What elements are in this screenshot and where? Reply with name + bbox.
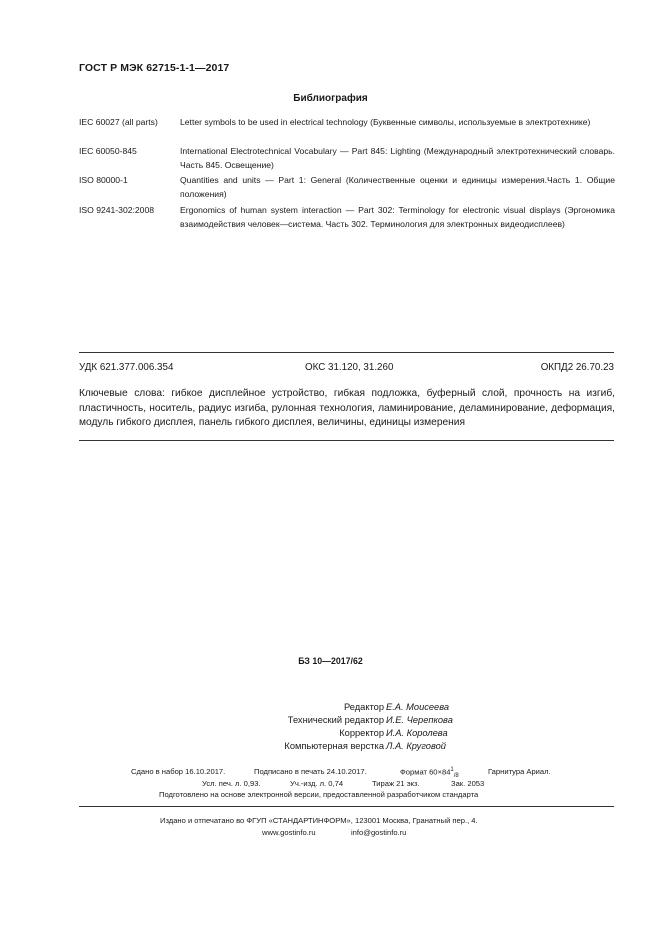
credit-role: Технический редактор [287, 715, 384, 725]
credit-role: Компьютерная верстка [284, 741, 384, 751]
udk-code: УДК 621.377.006.354 [79, 362, 174, 373]
reference-description: Letter symbols to be used in electrical technology (Буквенные символы, используемые в электротехнике) [180, 117, 591, 127]
bz-number: БЗ 10—2017/62 [298, 656, 363, 666]
reference-description: International Electrotechnical Vocabulary — Part 845: Lighting (Международный электротехнический словарь. Часть 845. Освещение) [180, 146, 615, 170]
divider [79, 806, 614, 807]
credit-row [200, 702, 460, 715]
signed-date: Подписано в печать 24.10.2017. [254, 767, 367, 776]
divider [79, 352, 614, 353]
order-number: Зак. 2053 [451, 779, 485, 788]
reference-code: IEC 60027 (all parts) [79, 117, 158, 127]
reference-code: IEC 60050-845 [79, 146, 137, 156]
format-sup: 1 [450, 767, 454, 773]
keywords: Ключевые слова: гибкое дисплейное устройство, гибкая подложка, буферный слой, прочность на изгиб, пластичность, носитель, радиус изгиба, рулонная технология, ламинирование, деламинирование, деформация, модуль гибкого дисплея, панель гибкого дисплея, величины, единицы измерения [79, 388, 615, 429]
credit-name: И.Е. Черепкова [386, 715, 453, 725]
credit-name: И.А. Королева [386, 728, 448, 738]
credit-name: Л.А. Круговой [386, 741, 446, 751]
print-sheets: Усл. печ. л. 0,93. [202, 779, 261, 788]
bibliography-title: Библиография [293, 93, 368, 104]
edition-sheets: Уч.-изд. л. 0,74 [290, 779, 344, 788]
print-run: Тираж 21 экз. [372, 779, 420, 788]
sent-to-set: Сдано в набор 16.10.2017. [131, 767, 226, 776]
reference-code: ISO 9241-302:2008 [79, 205, 155, 215]
reference-description: Ergonomics of human system interaction — Part 302: Terminology for electronic visual displays (Эргономика взаимодействия человек—система. Часть 302. Терминология для электронных видеодисплеев) [180, 205, 615, 229]
reference-description: Quantities and units — Part 1: General (Количественные оценки и единицы измерения.Часть 1. Общие положения) [180, 175, 615, 199]
credit-name: Е.А. Моисеева [386, 702, 450, 712]
credit-row [200, 715, 460, 728]
typeface: Гарнитура Ариал. [488, 767, 551, 776]
publisher-line: Издано и отпечатано во ФГУП «СТАНДАРТИНФОРМ», 123001 Москва, Гранатный пер., 4. [160, 816, 478, 825]
divider [79, 440, 614, 441]
okpd2-code: ОКПД2 26.70.23 [540, 362, 614, 373]
format [400, 767, 459, 779]
standard-code: ГОСТ Р МЭК 62715-1-1—2017 [79, 62, 230, 74]
credit-row [200, 728, 460, 741]
editorial-credits [200, 702, 460, 754]
credit-role: Редактор [343, 702, 384, 712]
credit-row [200, 741, 460, 754]
email-link[interactable]: info@gostinfo.ru [351, 828, 407, 837]
prepared-note: Подготовлено на основе электронной версии, предоставленной разработчиком стандарта [159, 790, 479, 799]
oks-code: ОКС 31.120, 31.260 [305, 362, 394, 373]
format-sub: /8 [453, 773, 459, 780]
reference-code: ISO 80000-1 [79, 175, 128, 185]
format-text: Формат 60×84 [400, 767, 451, 777]
credit-role: Корректор [339, 728, 384, 738]
website-link[interactable]: www.gostinfo.ru [262, 828, 316, 837]
